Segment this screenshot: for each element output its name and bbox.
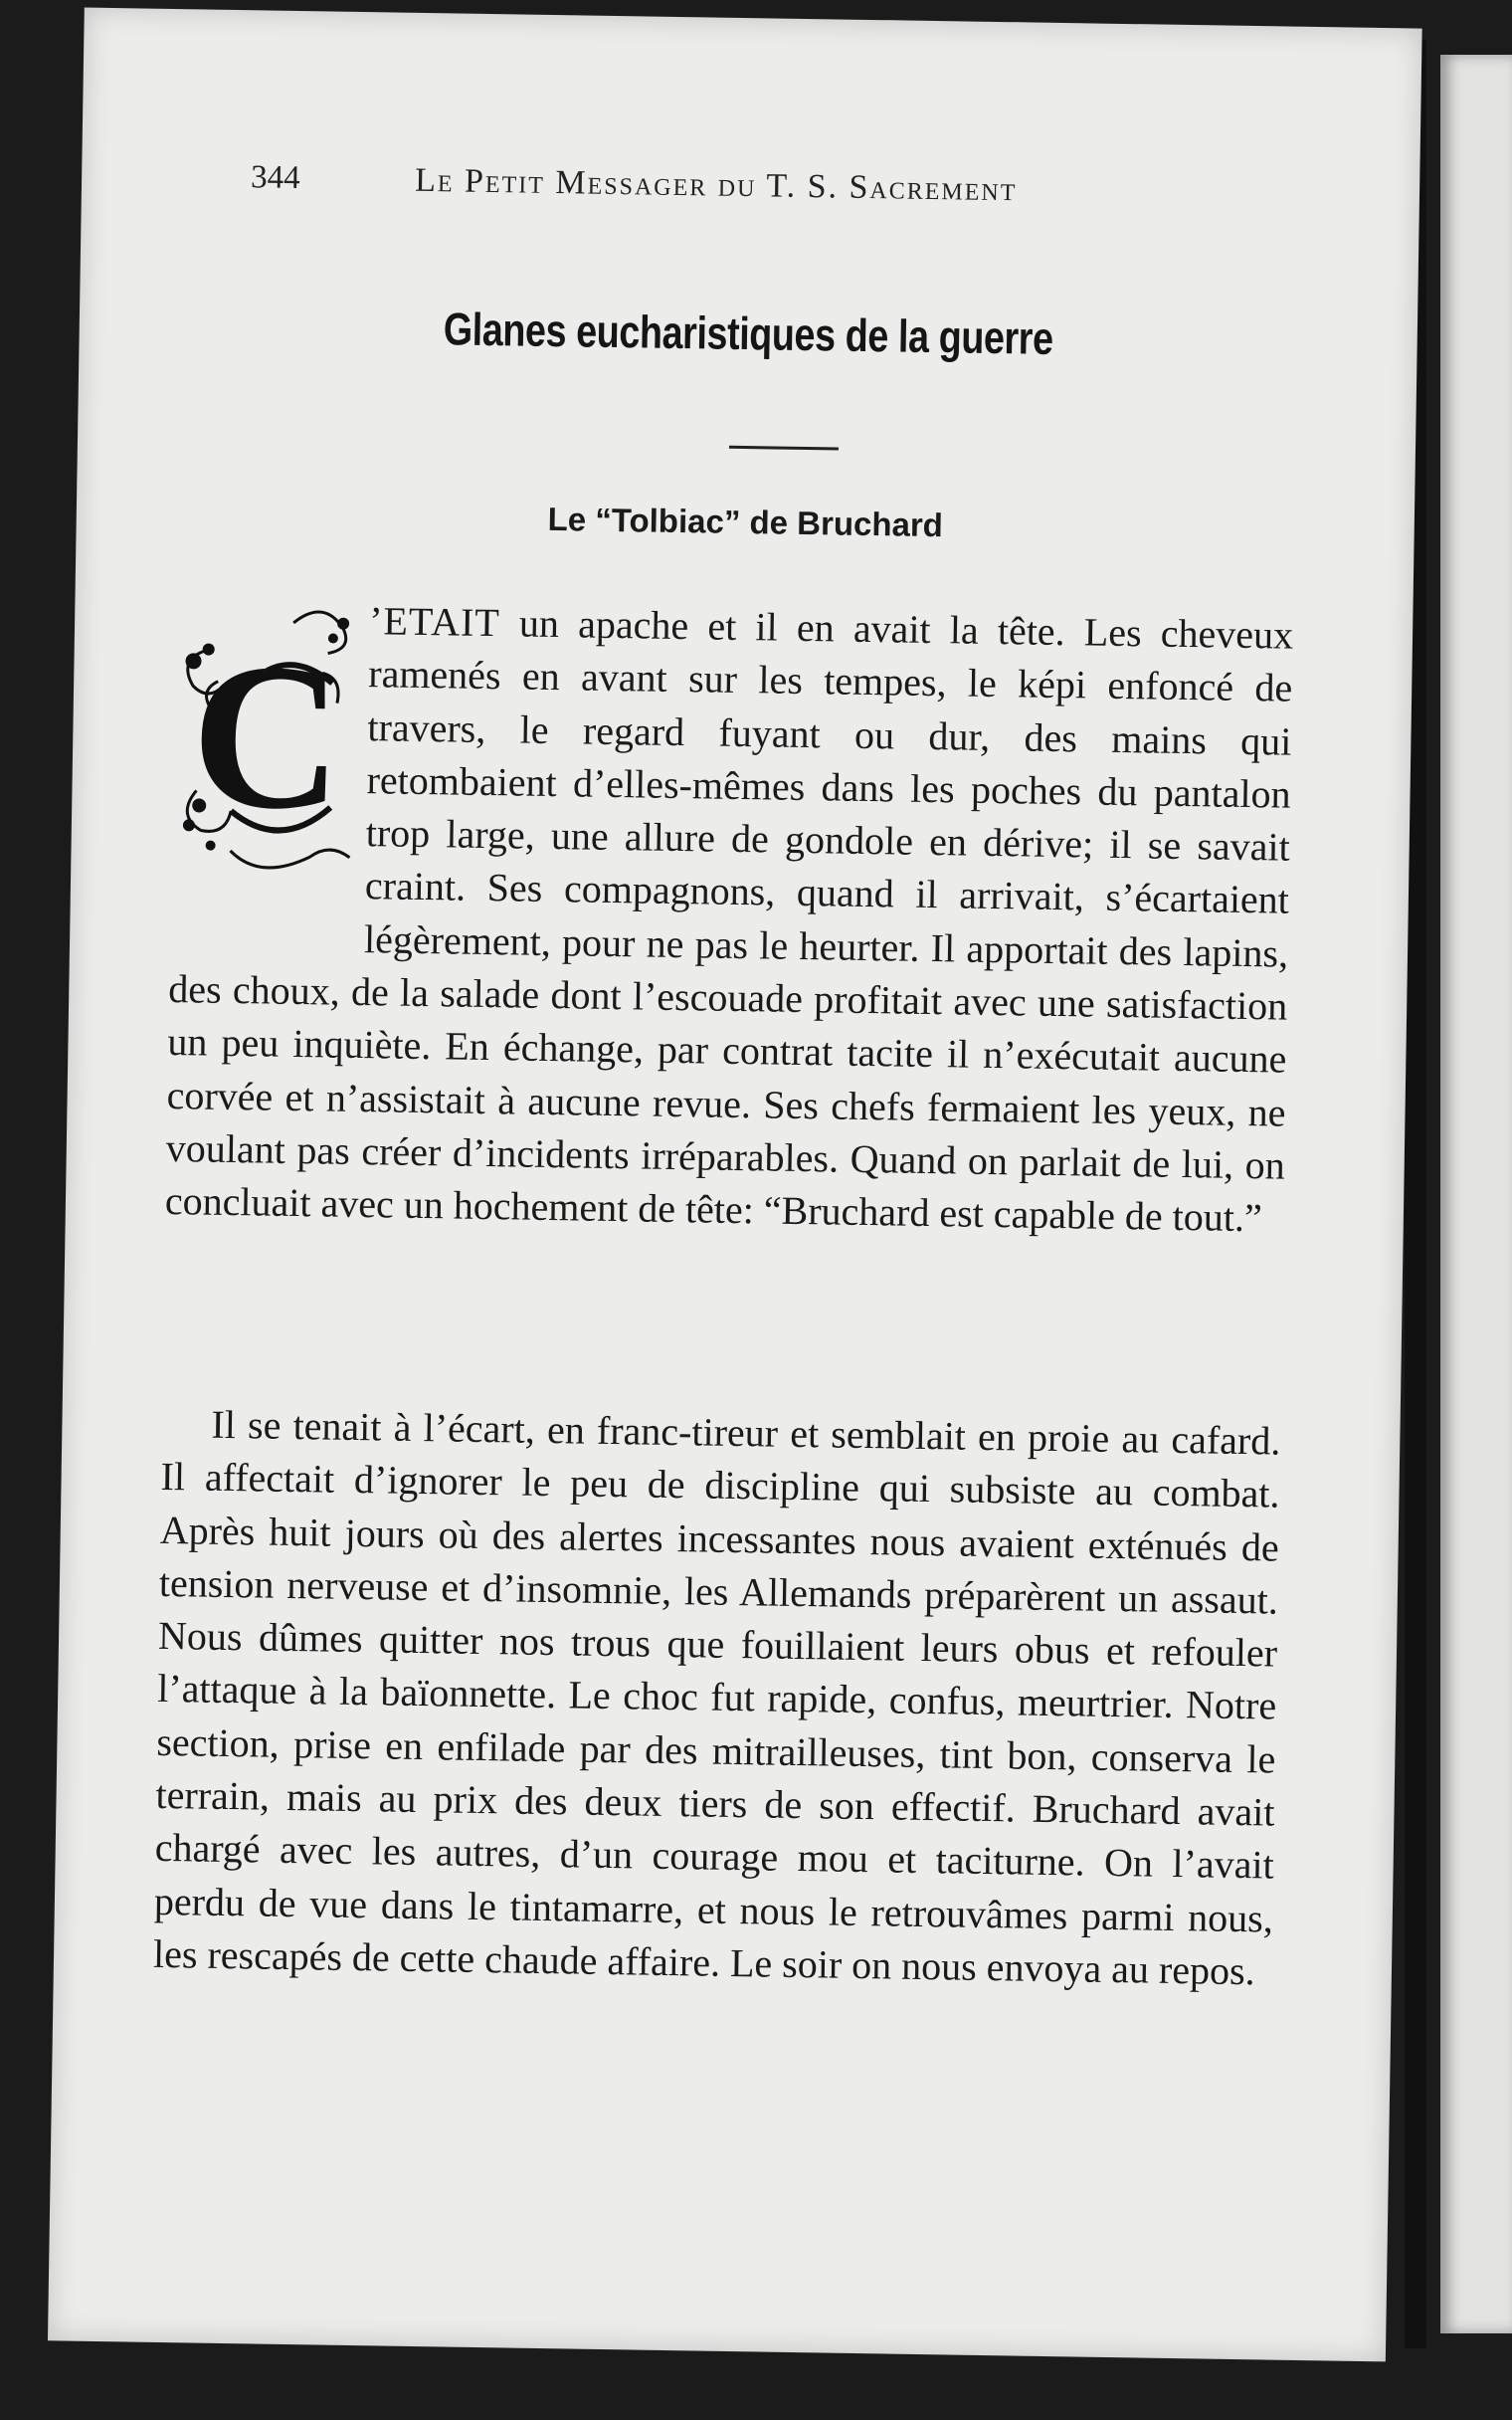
article-subtitle: Le “Tolbiac” de Bruchard	[547, 500, 944, 544]
paragraph-1-text: un apache et il en avait la tête. Les cheveux ramenés en avant sur les tempes, le képi enfoncé de travers, le regard fuyant ou dur, des mains qui retombaient d’elles-mêmes dans les poches du pantalon trop large, une allure de gondole en dérive; il se savait craint. Ses compagnons, quand il arrivait, s’écartaient légèrement, pour ne pas le heurter. Il apportait des lapins, des choux, de la salade dont l’escouade profitait avec une satisfaction un peu inquiète. En échange, par contrat tacite il n’exécutait aucune corvée et n’assistait à aucune revue. Ses chefs fermaient les yeux, ne voulant pas créer d’incidents irréparables. Quand on parlait de lui, on concluait avec un hochement de tête: “Bruchard est capable de tout.”	[164, 600, 1294, 1241]
book-page	[48, 8, 1422, 2362]
running-title: Le Petit Messager du T. S. Sacrement	[414, 161, 1018, 209]
page-number: 344	[250, 159, 300, 196]
running-header	[250, 159, 1265, 209]
lead-word: ’ETAIT	[368, 598, 501, 646]
drop-cap-frame	[169, 591, 363, 922]
paragraph-2: Il se tenait à l’écart, en franc-tireur et semblait en proie au cafard. Il affectait d’ignorer le peu de discipline qui subsiste au combat. Après huit jours où des alertes incessantes nous avaient exténués de tension nerveuse et d’insomnie, les Allemands préparèrent un assaut. Nous dûmes quitter nos trous que fouillaient leurs obus et refouler l’attaque à la baïonnette. Le choc fut rapide, confus, meurtrier. Notre section, prise en enfilade par des mitrailleuses, tint bon, conserva le terrain, mais au prix des deux tiers de son effectif. Bruchard avait chargé avec les autres, d’un courage mou et taciturne. On l’avait perdu de vue dans le tintamarre, et nous le retrouvâmes parmi nous, les rescapés de cette chaude affaire. Le soir on nous envoya au repos.	[152, 1401, 1281, 1994]
svg-text:C: C	[189, 620, 344, 854]
paragraph-1	[165, 591, 1294, 1245]
facing-page-edge	[1440, 55, 1512, 2333]
article-title: Glanes eucharistiques de la guerre	[443, 302, 1054, 364]
title-rule	[729, 446, 839, 451]
ornamental-drop-cap-icon	[169, 591, 363, 922]
